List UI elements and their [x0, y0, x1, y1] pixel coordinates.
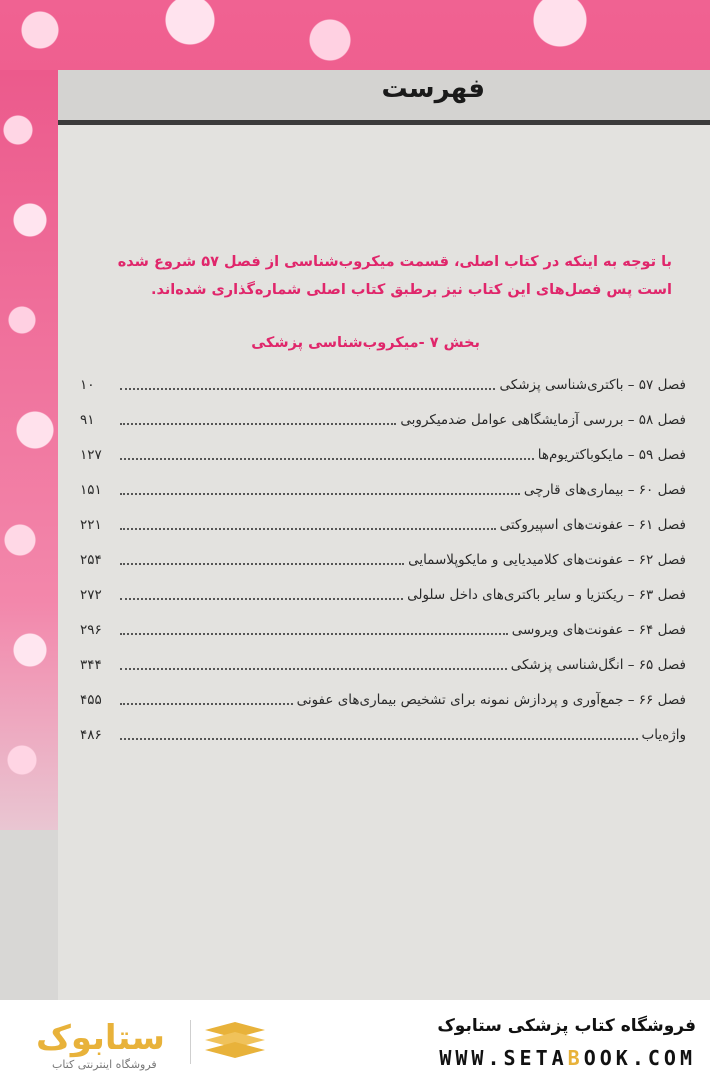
content-sheet	[58, 70, 710, 1000]
toc-entry[interactable]	[80, 472, 686, 507]
toc-page-number: ۲۷۲	[80, 586, 102, 603]
title-divider	[58, 120, 710, 125]
toc-entry-label: فصل ۶۲ – عفونت‌های کلامیدیایی و مایکوپلاسمایی	[408, 551, 686, 568]
toc-entry[interactable]	[80, 647, 686, 682]
toc-entry-label: فصل ۶۶ – جمع‌آوری و پردازش نمونه برای تشخیص بیماری‌های عفونی	[296, 691, 686, 708]
toc-leader-dots	[120, 597, 403, 600]
toc-entry[interactable]	[80, 402, 686, 437]
url-accent: B	[567, 1046, 584, 1070]
toc-leader-dots	[120, 457, 534, 460]
toc-leader-dots	[120, 632, 508, 635]
toc-page-number: ۴۵۵	[80, 691, 102, 708]
toc-entry-label: فصل ۶۴ – عفونت‌های ویروسی	[511, 621, 686, 638]
toc-entry[interactable]	[80, 682, 686, 717]
pink-pattern-side	[0, 70, 58, 830]
toc-entry[interactable]	[80, 717, 686, 752]
toc-entry[interactable]	[80, 507, 686, 542]
toc-leader-dots	[120, 667, 507, 670]
brand-tagline: فروشگاه اینترنتی کتاب	[52, 1058, 157, 1071]
section-heading: بخش ۷ -میکروب‌شناسی پزشکی	[251, 335, 480, 351]
toc-entry-label: فصل ۵۹ – مایکوباکتریوم‌ها	[537, 446, 686, 463]
toc-entry[interactable]	[80, 367, 686, 402]
toc-entry[interactable]	[80, 577, 686, 612]
toc-entry-label: واژه‌یاب	[641, 726, 686, 743]
toc-page-number: ۲۲۱	[80, 516, 102, 533]
toc-leader-dots	[120, 492, 520, 495]
toc-entry-label: فصل ۵۸ – بررسی آزمایشگاهی عوامل ضدمیکروبی	[400, 411, 686, 428]
toc-leader-dots	[120, 562, 404, 565]
toc-leader-dots	[120, 387, 495, 390]
toc-leader-dots	[120, 702, 293, 705]
book-stack-icon	[200, 1022, 270, 1062]
url-prefix: WWW.SETA	[439, 1046, 568, 1070]
toc-entry[interactable]	[80, 437, 686, 472]
toc-page-number: ۲۵۴	[80, 551, 102, 568]
toc-entry[interactable]	[80, 542, 686, 577]
toc-page-number: ۱۲۷	[80, 446, 102, 463]
toc-leader-dots	[120, 737, 638, 740]
toc-page-number: ۹۱	[80, 411, 95, 428]
title-band	[58, 70, 710, 120]
toc-leader-dots	[120, 422, 396, 425]
intro-note: با توجه به اینکه در کتاب اصلی، قسمت میکروب‌شناسی از فصل ۵۷ شروع شده است پس فصل‌های این کتاب نیز برطبق کتاب اصلی شماره‌گذاری شده‌اند.	[117, 254, 672, 298]
toc-page-number: ۴۸۶	[80, 726, 102, 743]
brand-logo-text: ستابوک	[36, 1018, 165, 1058]
toc-entry-label: فصل ۶۳ – ریکتزیا و سایر باکتری‌های داخل سلولی	[407, 586, 686, 603]
store-url[interactable]	[439, 1046, 696, 1070]
pink-pattern-top	[0, 0, 710, 70]
toc-list	[80, 367, 686, 752]
url-suffix: OOK.COM	[583, 1046, 696, 1070]
toc-leader-dots	[120, 527, 496, 530]
page-title: فهرست	[381, 74, 485, 104]
toc-entry-label: فصل ۶۱ – عفونت‌های اسپیروکتی	[499, 516, 686, 533]
footer-banner	[0, 1000, 710, 1080]
toc-page-number: ۱۰	[80, 376, 95, 393]
footer-divider	[190, 1020, 191, 1064]
toc-page-number: ۳۴۴	[80, 656, 102, 673]
toc-entry-label: فصل ۵۷ – باکتری‌شناسی پزشکی	[499, 376, 686, 393]
toc-page-number: ۱۵۱	[80, 481, 102, 498]
toc-page-number: ۲۹۶	[80, 621, 102, 638]
toc-entry-label: فصل ۶۰ – بیماری‌های قارچی	[523, 481, 686, 498]
toc-entry[interactable]	[80, 612, 686, 647]
toc-entry-label: فصل ۶۵ – انگل‌شناسی پزشکی	[510, 656, 686, 673]
store-name: فروشگاه کتاب پزشکی ستابوک	[437, 1016, 696, 1036]
